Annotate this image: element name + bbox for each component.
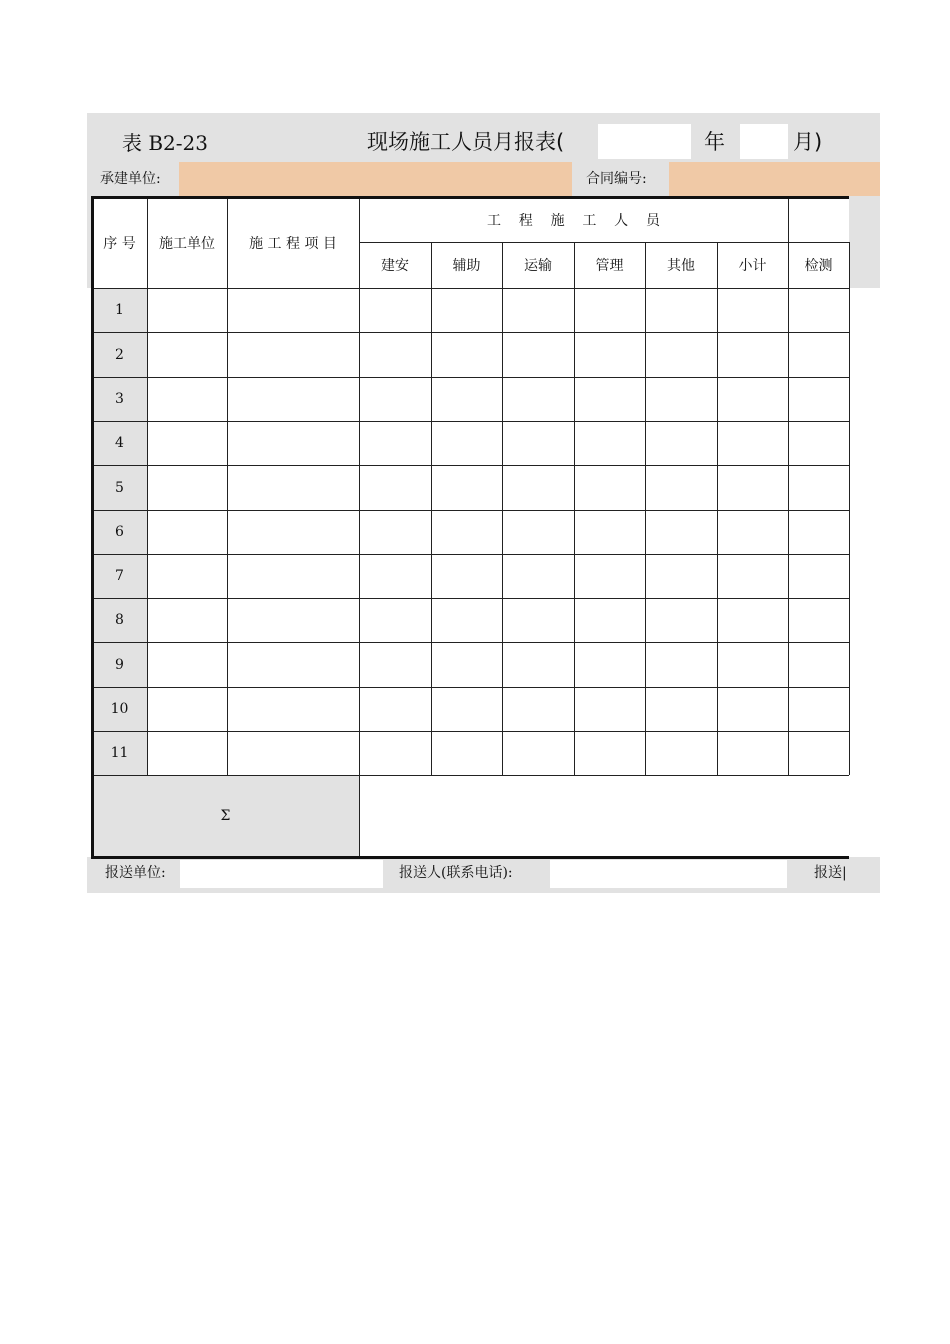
table-body [92, 198, 849, 858]
col-unit-header: 施工单位 [159, 236, 215, 252]
row-number: 4 [115, 435, 124, 451]
row-number: 8 [115, 612, 124, 628]
grid-line [92, 598, 849, 599]
row-number: 2 [115, 346, 124, 363]
table-bottom-border [91, 856, 849, 859]
grid-line [227, 198, 228, 775]
row-number: 11 [110, 745, 129, 761]
sub-header-qita: 其他 [667, 258, 695, 274]
grid-line [92, 510, 849, 511]
grid-line [431, 242, 432, 775]
grid-line [645, 242, 646, 775]
grid-line [502, 242, 503, 775]
grid-line [92, 421, 849, 422]
grid-line [574, 242, 575, 775]
group-header: 工 程 施 工 人 员 [486, 213, 660, 229]
grid-line [92, 554, 849, 555]
reporter-label: 报送人(联系电话): [399, 865, 513, 881]
grid-line [788, 198, 789, 775]
sum-label: Σ [220, 808, 231, 824]
sub-header-guanli: 管理 [595, 258, 624, 274]
table-top-border [91, 196, 849, 199]
reporter-field[interactable] [550, 860, 787, 888]
year-label: 年 [704, 130, 725, 154]
row-number: 5 [115, 479, 124, 496]
sub-header-jianan: 建安 [381, 258, 409, 274]
grid-line [92, 642, 849, 643]
month-input[interactable] [740, 124, 788, 159]
grid-line [92, 288, 849, 289]
row-number: 10 [110, 701, 129, 717]
page-title: 现场施工人员月报表( [367, 130, 565, 154]
grid-line [92, 465, 849, 466]
sub-header-xiaoji: 小计 [738, 258, 767, 274]
grid-line [717, 242, 718, 775]
row-number: 6 [115, 524, 124, 540]
grid-line [849, 242, 850, 775]
col-seq-header: 序 号 [103, 236, 136, 252]
row-number: 7 [115, 568, 124, 584]
sub-header-fuzhu: 辅助 [452, 258, 481, 274]
report-date-label: 报送| [814, 865, 847, 881]
row-number: 1 [115, 302, 124, 318]
grid-line [147, 198, 148, 775]
report-unit-field[interactable] [180, 860, 383, 888]
contractor-label: 承建单位: [100, 171, 161, 187]
grid-line [92, 775, 849, 776]
row-number: 9 [115, 656, 124, 673]
table-left-border [91, 196, 94, 859]
year-input[interactable] [598, 124, 691, 159]
grid-line [92, 332, 849, 333]
month-label: 月) [793, 130, 823, 154]
sub-header-jiance: 检测 [804, 258, 833, 274]
contract-no-field[interactable] [669, 162, 880, 196]
report-unit-label: 报送单位: [105, 865, 166, 881]
contractor-field[interactable] [179, 162, 572, 196]
grid-line [359, 242, 849, 243]
grid-line [92, 687, 849, 688]
sub-header-yunshu: 运输 [524, 258, 552, 274]
grid-line [359, 198, 360, 857]
row-number: 3 [115, 391, 124, 407]
contract-no-label: 合同编号: [586, 171, 647, 187]
col-project-header: 施 工 程 项 目 [249, 236, 337, 252]
grid-line [92, 731, 849, 732]
grid-line [92, 377, 849, 378]
form-code: 表 B2-23 [122, 131, 208, 155]
